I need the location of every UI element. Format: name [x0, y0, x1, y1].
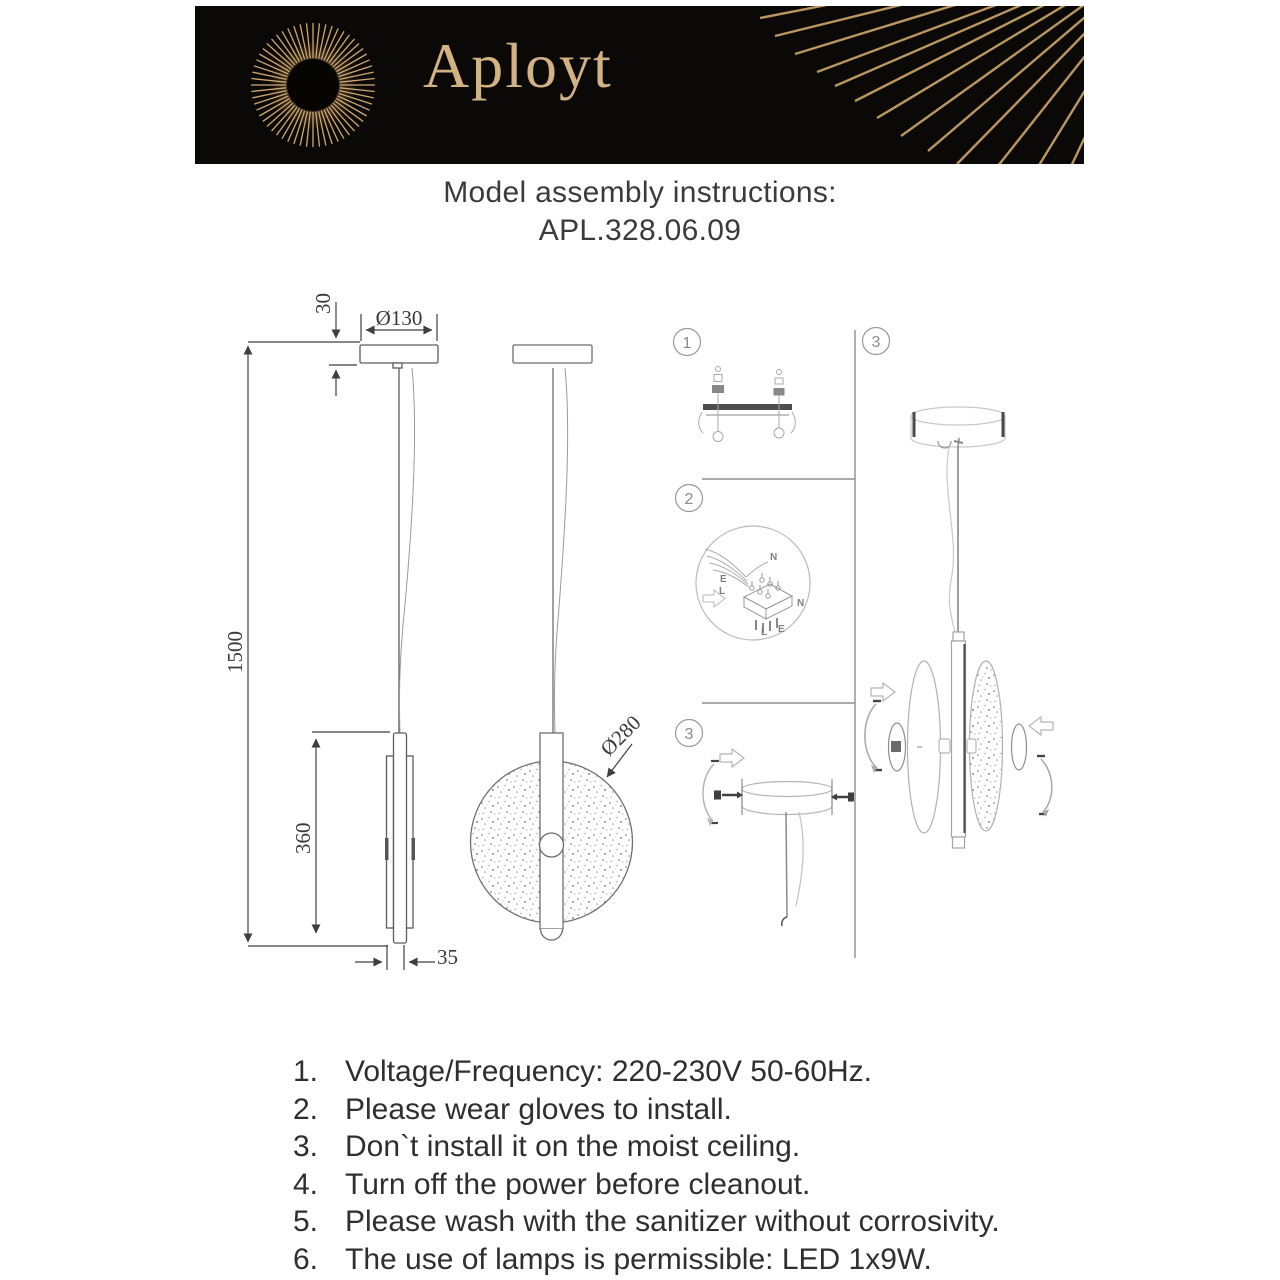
- step-3-right-badge: [863, 328, 890, 355]
- item-number: 2.: [293, 1092, 319, 1126]
- item-text: Turn off the power before cleanout.: [345, 1167, 811, 1201]
- step-3-badge: [676, 720, 703, 747]
- item-text: Please wear gloves to install.: [345, 1092, 732, 1126]
- list-item: [293, 1053, 1123, 1091]
- list-item: [293, 1241, 1123, 1279]
- wire-label-e-bottom: E: [778, 624, 785, 635]
- item-number: 1.: [293, 1055, 319, 1088]
- wire-label-l-bottom: L: [761, 627, 768, 638]
- wire-label-n-right: N: [797, 598, 805, 609]
- item-number: 3.: [293, 1130, 319, 1163]
- item-text: Please wash with the sanitizer without corrosivity.: [345, 1205, 1000, 1238]
- item-number: 4.: [293, 1167, 319, 1201]
- list-item: [293, 1128, 1123, 1166]
- step-2-wiring-drawing: [696, 526, 810, 640]
- item-number: 5.: [293, 1205, 319, 1238]
- dim-shade-diameter: Ø280: [595, 710, 646, 761]
- list-item: [293, 1203, 1123, 1241]
- wire-label-n-top: N: [770, 552, 778, 563]
- dim-canopy-offset: 30: [311, 293, 335, 314]
- item-text: Don`t install it on the moist ceiling.: [345, 1130, 801, 1163]
- svg-text:3: 3: [871, 334, 881, 351]
- wire-label-l-left: L: [719, 586, 726, 597]
- model-number: APL.328.06.09: [538, 214, 742, 247]
- dim-fixture-depth: 35: [437, 945, 458, 969]
- wire-label-e-left: E: [720, 574, 727, 585]
- page-title: Model assembly instructions:: [443, 176, 837, 209]
- brand-logo-text: Aployt: [423, 30, 613, 101]
- list-item: [293, 1091, 1123, 1129]
- list-item: [293, 1166, 1123, 1204]
- svg-text:3: 3: [684, 726, 694, 743]
- item-number: 6.: [293, 1242, 319, 1276]
- front-view-drawing: [471, 345, 633, 940]
- step-2-badge: [676, 485, 703, 512]
- step-1-badge: [674, 329, 701, 356]
- svg-text:1: 1: [682, 335, 692, 352]
- instruction-list: [253, 1053, 1123, 1278]
- step-1-bracket-drawing: [699, 367, 796, 442]
- dim-canopy-diameter: Ø130: [375, 306, 423, 330]
- side-view-drawing: [360, 345, 438, 943]
- svg-text:2: 2: [684, 491, 694, 508]
- dim-drop-height: 1500: [223, 631, 247, 673]
- dim-fixture-height: 360: [291, 822, 315, 854]
- item-text: Voltage/Frequency: 220-230V 50-60Hz.: [345, 1055, 873, 1088]
- step-3-canopy-drawing: [703, 749, 854, 926]
- step-3-assembly-drawing: [865, 407, 1053, 848]
- item-text: The use of lamps is permissible: LED 1x9W.: [345, 1242, 932, 1276]
